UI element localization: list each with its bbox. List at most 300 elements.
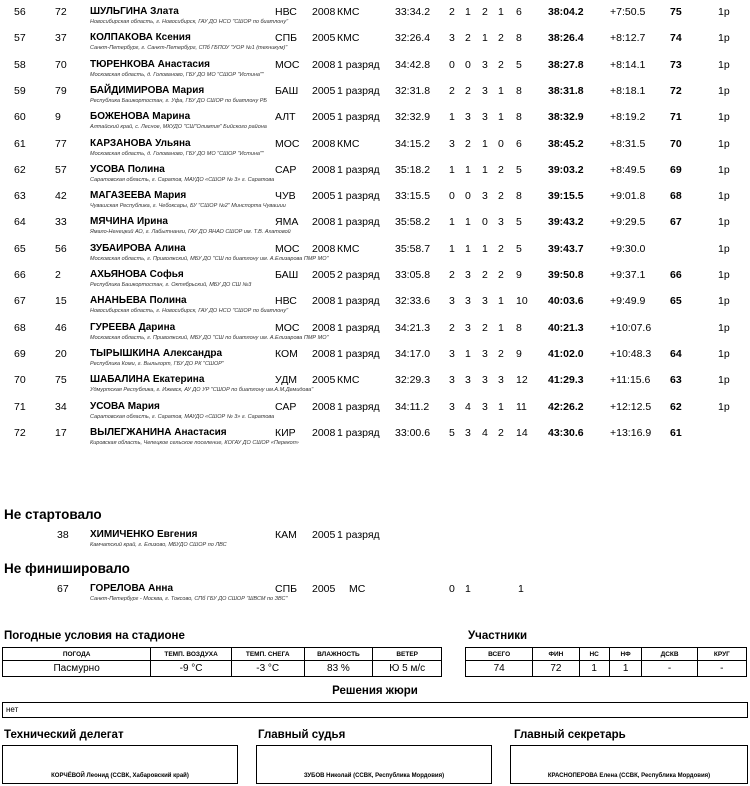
total-time: 41:29.3 <box>548 374 584 387</box>
penalty-3: 1 <box>482 137 488 150</box>
team: Камчатский край, г. Елизово, МБУДО СШОР по ЛВС <box>90 542 227 548</box>
time-behind: +9:01.8 <box>610 190 646 203</box>
penalty-1: 3 <box>449 347 455 360</box>
ski-time: 33:05.8 <box>395 269 431 281</box>
team: Санкт-Петербург, г. Санкт-Петербург, СПб ГБПОУ "УОР №1 (техникум)" <box>90 45 288 52</box>
team: Московская область, г. Приволжский, МБУ ДО "СШ по биатлону им. А.Елизарова ПМР МО" <box>90 334 329 341</box>
penalty-total: 5 <box>516 242 522 255</box>
region: НВС <box>275 295 297 308</box>
region: БАШ <box>275 269 299 281</box>
penalty-3: 2 <box>482 321 488 334</box>
penalty-4: 3 <box>498 374 504 387</box>
result-row <box>0 422 750 448</box>
chief-judge-label: Главный судья <box>258 729 346 741</box>
penalty-1: 2 <box>449 6 455 18</box>
result-row <box>0 264 750 290</box>
birth-year: 2008 <box>312 58 336 71</box>
points: 75 <box>670 6 682 18</box>
header-air-temp: ТЕМП. ВОЗДУХА <box>151 648 232 661</box>
penalty-3: 3 <box>482 400 488 413</box>
birth-year: 2008 <box>312 321 336 334</box>
bib: 2 <box>55 269 61 281</box>
time-behind: +7:50.5 <box>610 6 646 18</box>
points: 66 <box>670 269 682 281</box>
athlete-name: ШУЛЬГИНА Злата <box>90 6 179 17</box>
header-dns: НС <box>579 648 609 661</box>
penalty-total: 6 <box>516 137 522 150</box>
penalty-4: 2 <box>498 426 504 439</box>
birth-year: 2005 <box>312 374 336 387</box>
points: 61 <box>670 426 682 439</box>
rank: 1 разряд <box>337 295 380 308</box>
rank: 1 разряд <box>337 400 380 413</box>
penalty-1: 1 <box>449 216 455 229</box>
athlete-name: УСОВА Мария <box>90 400 160 412</box>
dnf-title: Не финишировало <box>4 561 130 576</box>
penalty-1: 2 <box>449 84 455 97</box>
penalty-2: 3 <box>465 321 471 334</box>
birth-year: 2005 <box>312 529 336 541</box>
header-finished: ФИН <box>533 648 579 661</box>
region: СПБ <box>275 32 298 45</box>
bib: 20 <box>55 347 67 360</box>
finished-value: 72 <box>533 661 579 677</box>
birth-year: 2008 <box>312 242 336 255</box>
bib: 33 <box>55 216 67 229</box>
ski-time: 34:17.0 <box>395 347 431 360</box>
place: 64 <box>14 216 26 229</box>
athlete-name: МЯЧИНА Ирина <box>90 216 168 228</box>
time-behind: +9:29.5 <box>610 216 646 229</box>
penalty-1: 1 <box>449 163 455 176</box>
penalty-3: 1 <box>482 32 488 45</box>
birth-year: 2008 <box>312 426 336 439</box>
humidity-value: 83 % <box>304 661 373 677</box>
penalty-3: 2 <box>482 6 488 18</box>
result-row <box>0 1 750 27</box>
weather-title: Погодные условия на стадионе <box>4 630 185 642</box>
rank: КМС <box>337 374 360 387</box>
rank: 1 разряд <box>337 216 380 229</box>
athlete-name: УСОВА Полина <box>90 163 165 175</box>
penalty-3: 3 <box>482 295 488 308</box>
region: ЯМА <box>275 216 299 229</box>
lapped-value: - <box>697 661 746 677</box>
rank: 1 разряд <box>337 426 380 439</box>
bib: 34 <box>55 400 67 413</box>
birth-year: 2008 <box>312 6 336 18</box>
region: САР <box>275 163 297 176</box>
penalty-4: 1 <box>498 84 504 97</box>
result-row <box>0 290 750 316</box>
penalty-1: 3 <box>449 32 455 45</box>
penalty-2: 0 <box>465 190 471 203</box>
penalty-total: 14 <box>516 426 528 439</box>
penalty-3: 3 <box>482 190 488 203</box>
bib: 46 <box>55 321 67 334</box>
region: МОС <box>275 58 300 71</box>
region: НВС <box>275 6 297 18</box>
time-behind: +8:12.7 <box>610 32 646 45</box>
time-behind: +8:18.1 <box>610 84 646 97</box>
penalty-4: 2 <box>498 190 504 203</box>
birth-year: 2008 <box>312 295 336 308</box>
time-behind: +10:07.6 <box>610 321 652 334</box>
penalty-2: 1 <box>465 242 471 255</box>
team: Новосибирская область, г. Новосибирск, ГАУ ДО НСО "СШОР по биатлону" <box>90 308 289 315</box>
penalty-2: 1 <box>465 347 471 360</box>
penalty-2: 2 <box>465 32 471 45</box>
result-row <box>0 211 750 237</box>
chief-judge-signature-box <box>256 745 492 784</box>
birth-year: 2005 <box>312 269 336 281</box>
category: 1р <box>718 216 730 229</box>
penalty-total: 10 <box>516 295 528 308</box>
team: Новосибирская область, г. Новосибирск, ГАУ ДО НСО "СШОР по биатлону" <box>90 19 289 25</box>
tech-delegate-signature-box <box>2 745 238 784</box>
penalty-1: 0 <box>449 58 455 71</box>
rank: КМС <box>337 242 360 255</box>
bib: 15 <box>55 295 67 308</box>
total-time: 38:27.8 <box>548 58 584 71</box>
result-row <box>0 185 750 211</box>
athlete-name: АХЬЯНОВА Софья <box>90 269 184 280</box>
result-row <box>0 238 750 264</box>
points: 67 <box>670 216 682 229</box>
penalty-4: 2 <box>498 347 504 360</box>
rank: 1 разряд <box>337 58 380 71</box>
penalty-2: 1 <box>465 216 471 229</box>
penalty-total: 11 <box>516 400 527 413</box>
result-row <box>0 369 750 395</box>
birth-year: 2008 <box>312 216 336 229</box>
athlete-name: ГОРЕЛОВА Анна <box>90 583 174 594</box>
birth-year: 2005 <box>312 84 336 97</box>
penalty-2: 1 <box>465 583 471 595</box>
penalty-3: 4 <box>482 426 488 439</box>
bib: 56 <box>55 242 67 255</box>
time-behind: +9:37.1 <box>610 269 646 281</box>
team: Кировская область, Чепецкое сельское поселение, КОГАУ ДО СШОР «Перекоп» <box>90 439 299 446</box>
result-row <box>0 317 750 343</box>
ski-time: 34:42.8 <box>395 58 431 71</box>
place: 59 <box>14 84 26 97</box>
wind-value: Ю 5 м/с <box>373 661 442 677</box>
place: 72 <box>14 426 26 439</box>
penalty-4: 0 <box>498 137 504 150</box>
category: 1р <box>718 269 730 281</box>
region: БАШ <box>275 84 299 97</box>
result-row <box>0 133 750 159</box>
athlete-name: КАРЗАНОВА Ульяна <box>90 137 191 149</box>
bib: 57 <box>55 163 67 176</box>
participants-title: Участники <box>468 630 528 642</box>
header-dnf: НФ <box>609 648 642 661</box>
category: 1р <box>718 295 730 308</box>
total-time: 39:43.2 <box>548 216 584 229</box>
total-time: 39:50.8 <box>548 269 584 281</box>
birth-year: 2008 <box>312 347 336 360</box>
ski-time: 35:18.2 <box>395 163 431 176</box>
header-snow-temp: ТЕМП. СНЕГА <box>231 648 304 661</box>
penalty-1: 3 <box>449 137 455 150</box>
ski-time: 34:21.3 <box>395 321 431 334</box>
bib: 42 <box>55 190 67 203</box>
penalty-3: 3 <box>482 84 488 97</box>
dns-title: Не стартовало <box>4 507 102 522</box>
penalty-4: 1 <box>498 111 504 124</box>
penalty-total: 9 <box>516 269 522 281</box>
result-row <box>0 106 750 132</box>
team: Ямало-Ненецкий АО, г. Лабытнанги, ГАУ ДО ЯНАО СШОР им. Т.В. Ахатовой <box>90 229 291 236</box>
ski-time: 33:34.2 <box>395 6 431 18</box>
place: 63 <box>14 190 26 203</box>
rank: 2 разряд <box>337 269 380 281</box>
team: Московская область, д. Голованово, ГБУ ДО МО "СШОР "Истина"" <box>90 150 264 157</box>
weather-value: Пасмурно <box>3 661 151 677</box>
total-time: 39:15.5 <box>548 190 584 203</box>
penalty-total: 5 <box>516 58 522 71</box>
total-time: 38:26.4 <box>548 32 584 45</box>
place: 66 <box>14 269 26 281</box>
category: 1р <box>718 163 730 176</box>
penalty-2: 3 <box>465 111 471 124</box>
penalty-3: 1 <box>482 163 488 176</box>
team: Московская область, д. Голованово, ГБУ ДО МО "СШОР "Истина"" <box>90 71 264 78</box>
points: 71 <box>670 111 682 124</box>
birth-year: 2008 <box>312 163 336 176</box>
bib: 38 <box>57 529 69 541</box>
result-row <box>0 396 750 422</box>
snow-temp-value: -3 °С <box>231 661 304 677</box>
time-behind: +8:14.1 <box>610 58 646 71</box>
rank: КМС <box>337 137 360 150</box>
region: АЛТ <box>275 111 296 124</box>
ski-time: 33:15.5 <box>395 190 431 203</box>
points: 63 <box>670 374 682 387</box>
birth-year: 2005 <box>312 111 336 124</box>
bib: 75 <box>55 374 67 387</box>
team: Удмуртская Республика, г. Ижевск, АУ ДО УР "СШОР по биатлону им.А.М.Демидова" <box>90 387 314 394</box>
rank: КМС <box>337 6 360 18</box>
penalty-1: 0 <box>449 583 455 595</box>
tech-delegate-label: Технический делегат <box>4 729 124 741</box>
participants-table <box>465 647 747 677</box>
time-behind: +8:31.5 <box>610 137 646 150</box>
time-behind: +8:49.5 <box>610 163 646 176</box>
time-behind: +13:16.9 <box>610 426 652 439</box>
penalty-1: 2 <box>449 269 455 281</box>
points: 64 <box>670 347 682 360</box>
penalty-2: 3 <box>465 295 471 308</box>
bib: 9 <box>55 111 61 124</box>
total-time: 39:03.2 <box>548 163 584 176</box>
penalty-1: 3 <box>449 374 455 387</box>
athlete-name: ЗУБАИРОВА Алина <box>90 242 186 254</box>
penalty-2: 1 <box>465 6 471 18</box>
total-time: 40:03.6 <box>548 295 584 308</box>
athlete-name: БАЙДИМИРОВА Мария <box>90 84 205 96</box>
athlete-name: ХИМИЧЕНКО Евгения <box>90 529 198 540</box>
rank: 1 разряд <box>337 163 380 176</box>
ski-time: 34:11.2 <box>395 400 430 413</box>
region: КАМ <box>275 529 297 541</box>
region: СПБ <box>275 583 298 595</box>
dns-row <box>0 524 750 550</box>
place: 62 <box>14 163 26 176</box>
points: 68 <box>670 190 682 203</box>
penalty-4: 1 <box>498 6 504 18</box>
place: 56 <box>14 6 26 18</box>
bib: 67 <box>57 583 69 595</box>
header-humidity: ВЛАЖНОСТЬ <box>304 648 373 661</box>
header-wind: ВЕТЕР <box>373 648 442 661</box>
penalty-3: 3 <box>482 111 488 124</box>
team: Алтайский край, с. Лесное, МКУДО "СШ"Олимпия" Бийского района <box>90 124 267 131</box>
penalty-2: 4 <box>465 400 471 413</box>
jury-text: нет <box>6 705 19 714</box>
jury-box <box>2 702 748 718</box>
chief-judge-name: ЗУБОВ Николай (ССВК, Республика Мордовия) <box>303 773 445 779</box>
athlete-name: ШАБАЛИНА Екатерина <box>90 374 205 386</box>
ski-time: 34:15.2 <box>395 137 431 150</box>
ski-time: 35:58.7 <box>395 242 431 255</box>
category: 1р <box>718 321 730 334</box>
penalty-total: 5 <box>516 163 522 176</box>
total-time: 38:45.2 <box>548 137 584 150</box>
total-time: 39:43.7 <box>548 242 584 255</box>
athlete-name: КОЛПАКОВА Ксения <box>90 32 191 44</box>
penalty-1: 1 <box>449 111 455 124</box>
category: 1р <box>718 58 730 71</box>
penalty-2: 1 <box>465 163 471 176</box>
region: КОМ <box>275 347 298 360</box>
penalty-total: 5 <box>516 216 522 229</box>
athlete-name: ТЫРЫШКИНА Александра <box>90 347 223 359</box>
ski-time: 32:26.4 <box>395 32 431 45</box>
athlete-name: ГУРЕЕВА Дарина <box>90 321 176 333</box>
dnf-value: 1 <box>609 661 642 677</box>
rank: 1 разряд <box>337 347 380 360</box>
penalty-3: 3 <box>482 374 488 387</box>
result-row <box>0 27 750 53</box>
region: ЧУВ <box>275 190 296 203</box>
time-behind: +8:19.2 <box>610 111 646 124</box>
bib: 70 <box>55 58 67 71</box>
penalty-4: 1 <box>498 321 504 334</box>
rank: 1 разряд <box>337 84 380 97</box>
points: 74 <box>670 32 682 45</box>
penalty-3: 3 <box>482 58 488 71</box>
total-time: 38:32.9 <box>548 111 584 124</box>
penalty-4: 1 <box>498 295 504 308</box>
penalty-total: 8 <box>516 321 522 334</box>
team: Республика Башкортостан, г. Уфа, ГБУ ДО СШОР по биатлону РБ <box>90 97 267 104</box>
penalty-1: 1 <box>449 242 455 255</box>
place: 71 <box>14 400 26 413</box>
ski-time: 32:32.9 <box>395 111 431 124</box>
time-behind: +12:12.5 <box>610 400 652 413</box>
rank: КМС <box>337 32 360 45</box>
place: 70 <box>14 374 26 387</box>
penalty-3: 3 <box>482 347 488 360</box>
penalty-3: 1 <box>482 242 488 255</box>
bib: 17 <box>55 426 67 439</box>
time-behind: +9:49.9 <box>610 295 646 308</box>
ski-time: 33:00.6 <box>395 426 431 439</box>
place: 69 <box>14 347 26 360</box>
category: 1р <box>718 374 730 387</box>
team: Республика Коми, г. Выльгорт, ГБУ ДО РК "СШОР" <box>90 360 224 367</box>
place: 65 <box>14 242 26 255</box>
points: 70 <box>670 137 682 150</box>
penalty-4: 2 <box>498 269 504 281</box>
place: 57 <box>14 32 26 45</box>
header-dsq: ДСКВ <box>642 648 697 661</box>
header-total: ВСЕГО <box>466 648 533 661</box>
athlete-name: АНАНЬЕВА Полина <box>90 295 187 307</box>
penalty-total: 9 <box>516 347 522 360</box>
points: 69 <box>670 163 682 176</box>
result-row <box>0 159 750 185</box>
birth-year: 2005 <box>312 32 336 45</box>
total-time: 41:02.0 <box>548 347 584 360</box>
team: Республика Башкортостан, г. Октябрьский, МБУ ДО СШ №3 <box>90 282 252 288</box>
dnf-row <box>0 578 750 604</box>
result-row <box>0 80 750 106</box>
ski-time: 32:31.8 <box>395 84 431 97</box>
rank: МС <box>349 583 366 595</box>
dsq-value: - <box>642 661 697 677</box>
category: 1р <box>718 242 730 255</box>
team: Чувашская Республика, г. Чебоксары, БУ "СШОР №2" Минспорта Чувашии <box>90 203 286 210</box>
penalty-4: 1 <box>498 400 504 413</box>
time-behind: +11:15.6 <box>610 374 651 387</box>
total-time: 38:31.8 <box>548 84 584 97</box>
category: 1р <box>718 137 730 150</box>
place: 68 <box>14 321 26 334</box>
jury-title: Решения жюри <box>332 685 418 697</box>
category: 1р <box>718 111 730 124</box>
region: УДМ <box>275 374 298 387</box>
place: 67 <box>14 295 26 308</box>
weather-table <box>2 647 442 677</box>
team: Московская область, г. Приволжский, МБУ ДО "СШ по биатлону им. А.Елизарова ПМР МО" <box>90 255 329 262</box>
team: Саратовская область, г. Саратов, МАУДО «СШОР № 3» г. Саратова <box>90 413 275 420</box>
penalty-2: 3 <box>465 374 471 387</box>
place: 58 <box>14 58 26 71</box>
penalty-4: 2 <box>498 58 504 71</box>
athlete-name: БОЖЕНОВА Марина <box>90 111 191 123</box>
result-row <box>0 54 750 80</box>
birth-year: 2008 <box>312 400 336 413</box>
penalty-1: 0 <box>449 190 455 203</box>
penalty-4: 2 <box>498 32 504 45</box>
place: 61 <box>14 137 26 150</box>
chief-secretary-signature-box <box>510 745 748 784</box>
dns-value: 1 <box>579 661 609 677</box>
team: Санкт-Петербург - Москва, г. Токсово, СПб ГБУ ДО СШОР "ШВСМ по ЗВС" <box>90 596 288 602</box>
time-behind: +9:30.0 <box>610 242 646 255</box>
points: 65 <box>670 295 682 308</box>
rank: 1 разряд <box>337 111 380 124</box>
total-time: 38:04.2 <box>548 6 584 18</box>
penalty-2: 0 <box>465 58 471 71</box>
penalty-total: 8 <box>516 190 522 203</box>
air-temp-value: -9 °С <box>151 661 232 677</box>
birth-year: 2005 <box>312 583 336 595</box>
penalty-total: 6 <box>516 6 522 18</box>
